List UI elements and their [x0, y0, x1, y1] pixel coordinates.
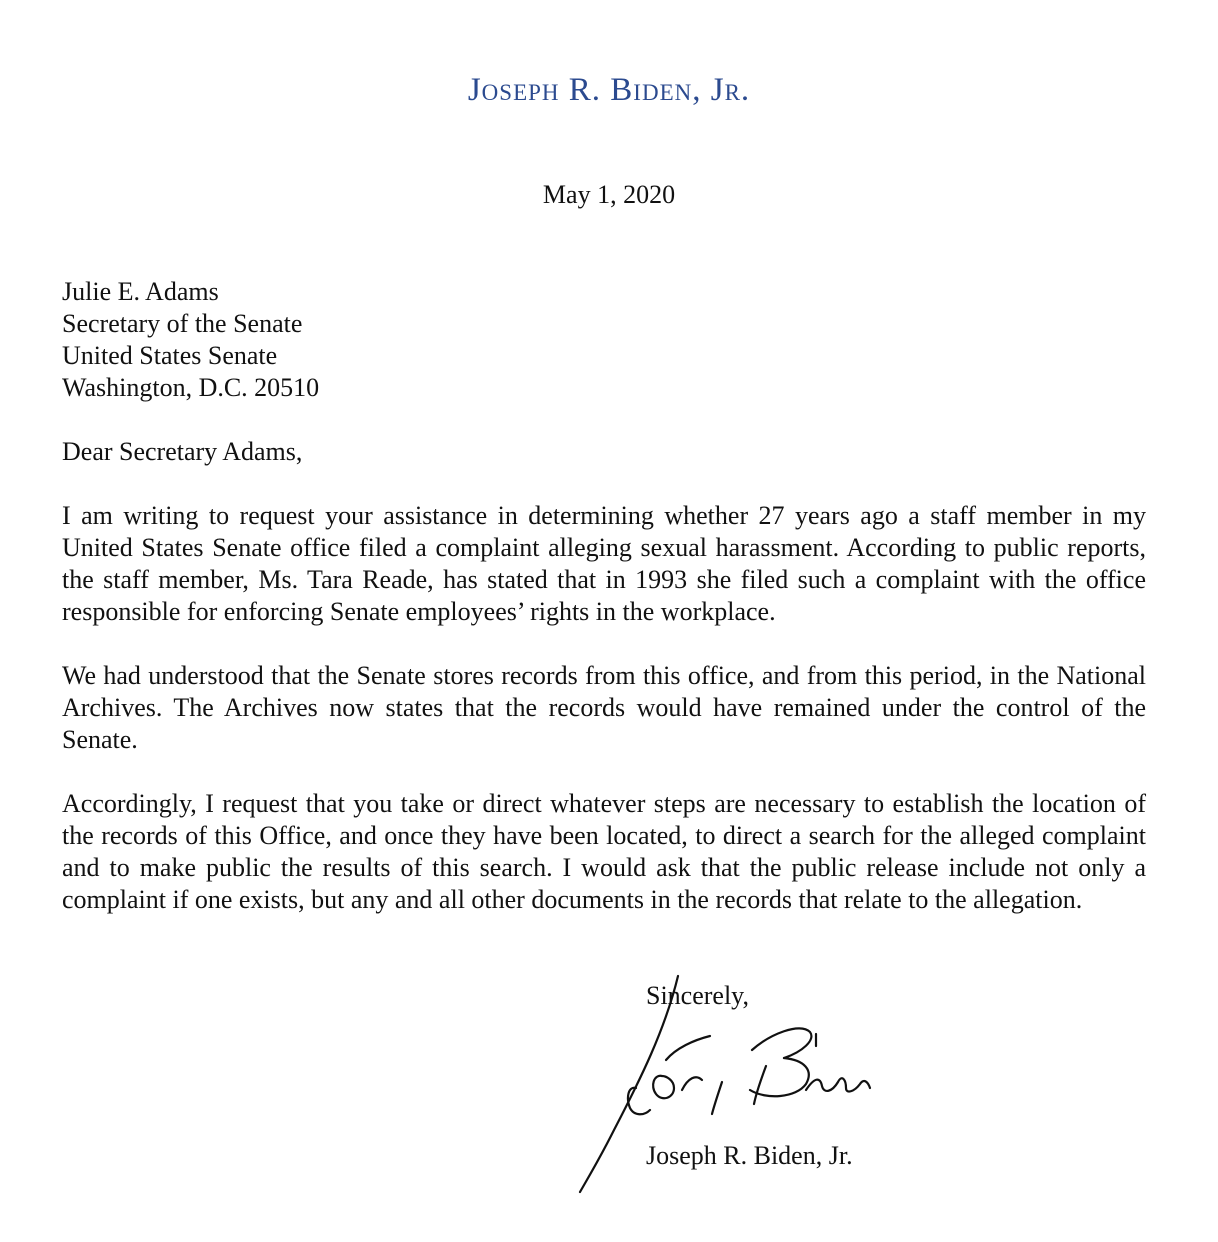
recipient-address-block — [62, 276, 319, 404]
body-paragraph: I am writing to request your assistance in determining whether 27 years ago a staff member in my United States Senate office filed a complaint alleging sexual harassment. According to public reports, the staff member, Ms. Tara Reade, has stated that in 1993 she filed such a complaint with the office responsible for enforcing Senate employees’ rights in the workplace. — [62, 501, 1146, 626]
letterhead-name: Joseph R. Biden, Jr. — [467, 72, 751, 108]
closing: Sincerely, — [646, 981, 749, 1010]
letter-date: May 1, 2020 — [542, 180, 676, 209]
signer-name: Joseph R. Biden, Jr. — [646, 1141, 853, 1170]
recipient-organization: United States Senate — [62, 341, 278, 370]
body-paragraph: Accordingly, I request that you take or direct whatever steps are necessary to establish the location of the records of this Office, and once they have been located, to direct a search for the alleged complaint and to make public the results of this search. I would ask that the public release include not only a complaint if one exists, but any and all other documents in the records that relate to the allegation. — [62, 789, 1146, 914]
recipient-title: Secretary of the Senate — [62, 309, 303, 338]
salutation: Dear Secretary Adams, — [62, 437, 303, 466]
recipient-city: Washington, D.C. 20510 — [62, 373, 320, 402]
body-paragraph: We had understood that the Senate stores records from this office, and from this period, in the National Archives. The Archives now states that the records would have remained under the control of the Senate. — [62, 661, 1146, 754]
recipient-name: Julie E. Adams — [62, 277, 219, 306]
